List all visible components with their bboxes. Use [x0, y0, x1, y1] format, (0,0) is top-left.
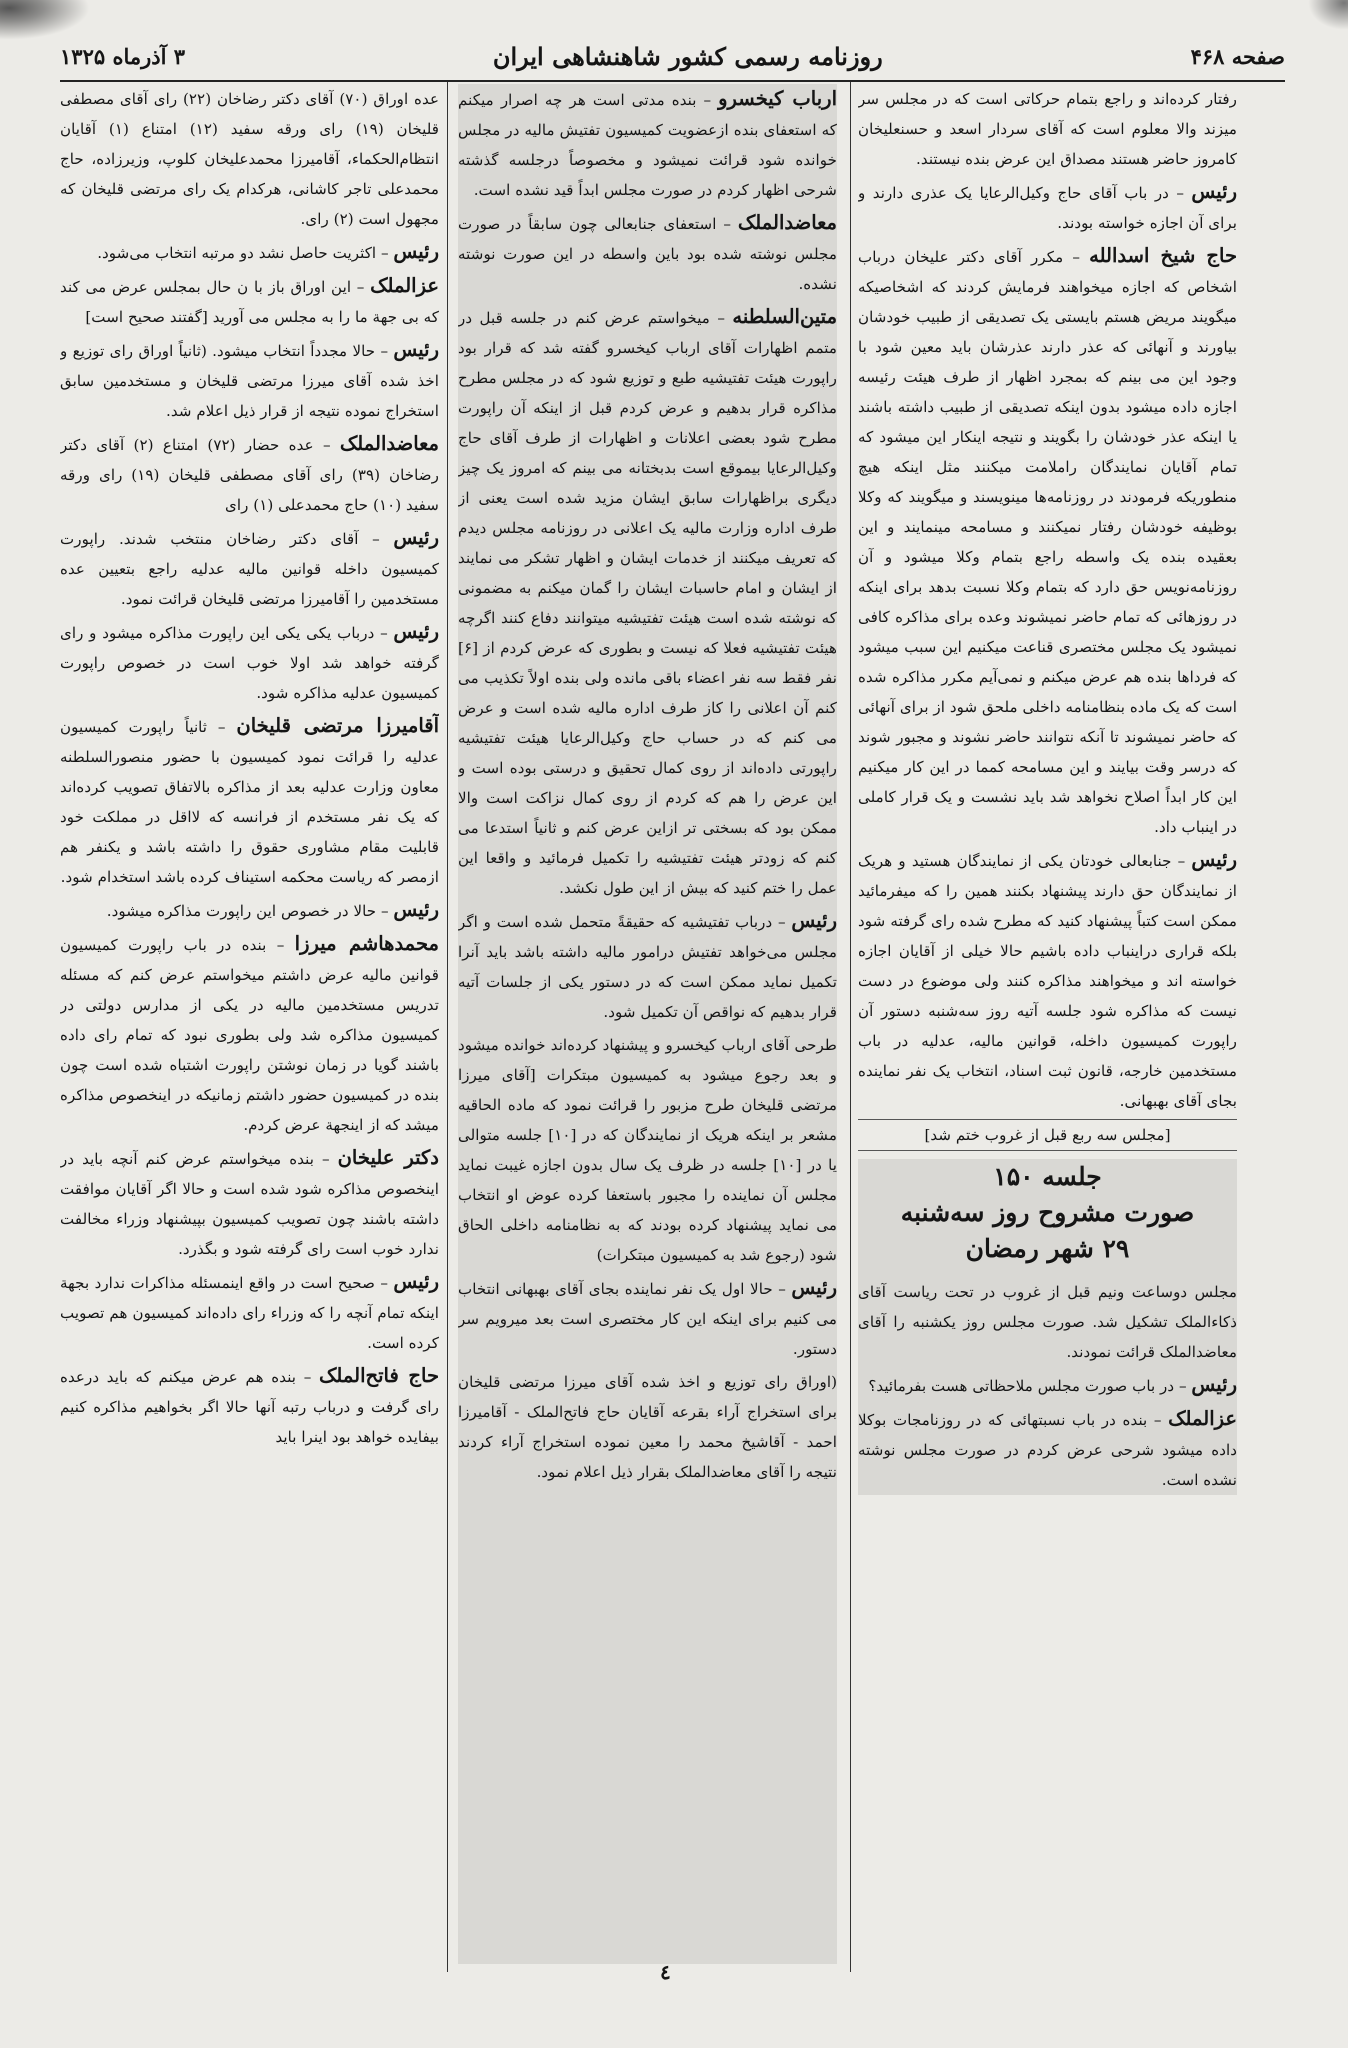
speaker-name: محمدهاشم میرزا	[294, 932, 439, 955]
speaker-dash: –	[1171, 852, 1192, 870]
paragraph-text: عده حضار (۷۲) امتناع (۲) آقای دکتر رضاخان (۳۹) رای آقای مصطفی قلیخان (۱۹) رای ورقه سفید (۱۰) حاج محمدعلی (۱) رای	[60, 436, 439, 514]
speaker-dash: –	[314, 1150, 338, 1168]
speaker-dash: –	[1063, 248, 1090, 266]
page-label: صفحه ۴۶۸	[1190, 43, 1285, 69]
paragraph-text: عده اوراق (۷۰) آقای دکتر رضاخان (۲۲) رای آقای مصطفی قلیخان (۱۹) رای ورقه سفید (۱۲) امتناع (۱) آقایان انتظام‌الحکماء، آقامیرزا محمدعلیخان کلوپ، وزیرزاده، حاج محمدعلی تاجر کاشانی، هرکدام یک رای مرتضی قلیخان که مجهول است (۲) رای.	[60, 90, 439, 228]
paragraph	[458, 906, 837, 1027]
speaker-dash: –	[772, 1280, 792, 1298]
paragraph	[60, 617, 439, 708]
paragraph	[858, 845, 1237, 1116]
speaker-name: حاج شیخ اسدالله	[1089, 244, 1237, 267]
column-middle	[458, 84, 837, 1964]
paragraph-text: بنده مدتی است هر چه اصرار میکنم که استعفای بنده ازعضویت کمیسیون تفتیش مالیه در مجلس خوانده شود قرائت نمیشود و مخصوصاً درجلسه گذشته شرحی اظهار کردم در صورت مجلس ابداً قید نشده است.	[458, 91, 837, 199]
scan-smudge	[1308, 0, 1348, 30]
speaker-dash: –	[376, 902, 394, 920]
paragraph-text: (اوراق رای توزیع و اخذ شده آقای میرزا مرتضی قلیخان برای استخراج آراء بقرعه آقایان حاج فاتح‌الملک - آقامیرزا احمد - آقاشیخ محمد را معین نموده استخراج آراء کردند نتیجه را آقای معاضدالملک بقرار ذیل اعلام نمود.	[458, 1373, 837, 1481]
paragraph	[60, 1143, 439, 1264]
speaker-name: رئیس	[1191, 1373, 1237, 1396]
paragraph	[858, 1370, 1237, 1401]
speaker-dash: –	[358, 530, 394, 548]
session-opening: مجلس دوساعت ونیم قبل از غروب در تحت ریاست آقای ذکاءالملک تشکیل شد. صورت مجلس روز یکشنبه را آقای معاضدالملک قرائت نمودند.	[858, 1283, 1237, 1361]
paragraph-text: در باب آقای حاج وکیل‌الرعایا یک عذری دارند و برای آن اجازه خواسته بودند.	[858, 184, 1237, 232]
speaker-name: رئیس	[1191, 848, 1237, 871]
paragraph	[458, 84, 837, 205]
paragraph	[458, 302, 837, 903]
paragraph	[858, 177, 1237, 238]
session-end-note: [مجلس سه ربع قبل از غروب ختم شد]	[858, 1119, 1237, 1151]
speaker-name: رئیس	[393, 1270, 439, 1293]
paragraph	[60, 1361, 439, 1452]
speaker-name: معاضدالملک	[737, 211, 837, 234]
column-right	[858, 84, 1237, 1964]
column-left	[60, 84, 439, 1964]
speaker-dash: –	[375, 342, 394, 360]
paragraph	[858, 1404, 1237, 1495]
speaker-name: معاضدالملک	[339, 432, 439, 455]
paragraph-text: استعفای جنابعالی چون سابقاً در صورت مجلس نوشته شده بود باین واسطه در این صورت نوشته نشده.	[458, 215, 837, 293]
speaker-dash: –	[696, 91, 719, 109]
column-divider	[447, 82, 448, 1972]
paragraph-text: بنده در باب راپورت کمیسیون قوانین مالیه عرض داشتم میخواستم عرض کنم که مسئله تدریس مستخدمین مالیه در یکی از مدارس دولتی در کمیسیون مذاکره شد ولی بطوری نبود که تمام رای داده باشند گویا در زمان نوشتن راپورت اشتباه شده است چون بنده در کمیسیون حضور داشتم زمانیکه در اینخصوص مذاکره میشد که از اینجهة عرض کردم.	[60, 936, 439, 1134]
speaker-dash: –	[1174, 1377, 1192, 1395]
session-entries	[858, 1370, 1237, 1495]
paragraph	[60, 271, 439, 332]
speaker-name: رئیس	[393, 526, 439, 549]
session-title: صورت مشروح روز سه‌شنبه	[900, 1198, 1195, 1227]
speaker-name: آقامیرزا مرتضی قلیخان	[236, 714, 439, 737]
newspaper-title: روزنامه رسمی کشور شاهنشاهی ایران	[492, 41, 883, 71]
column-middle-body	[458, 84, 837, 1487]
paragraph	[858, 241, 1237, 842]
paragraph	[458, 1273, 837, 1364]
speaker-name: رئیس	[393, 620, 439, 643]
issue-date: ۳ آذرماه ۱۳۲۵	[60, 43, 186, 69]
session-heading	[858, 1159, 1237, 1267]
speaker-name: عزالملک	[370, 274, 439, 297]
paragraph-text: صحیح است در واقع اینمسئله مذاکرات ندارد بجهة اینکه تمام آنچه را که وزراء رای داده‌اند کمیسیون هم تصویب کرده است.	[60, 1274, 439, 1352]
speaker-name: ارباب کیخسرو	[718, 87, 837, 110]
paragraph-text: رفتار کرده‌اند و راجع بتمام حرکاتی است که در مجلس سر میزند والا معلوم است که آقای سردار اسعد و حسنعلیخان کامروز حاضر هستند مصداق این عرض بنده نیستند.	[858, 90, 1237, 168]
paragraph-text: حالا مجدداً انتخاب میشود. (ثانیاً اوراق رای توزیع و اخذ شده آقای میرزا مرتضی قلیخان و مستخدمین سابق استخراج نموده نتیجه از قرار ذیل اعلام شد.	[60, 342, 439, 420]
paragraph-text: درباب تفتیشیه که حقیقةً متحمل شده است و اگر مجلس می‌خواهد تفتیش درامور مالیه داشته باشد باید آنرا تکمیل نماید ممکن است که در دستور یکی از جلسات آتیه قرار بدهیم که نواقص آن تکمیل شود.	[458, 913, 837, 1021]
column-divider	[850, 82, 851, 1972]
paragraph-text: آقای دکتر رضاخان منتخب شدند. راپورت کمیسیون داخله قوانین مالیه عدلیه راجع بتعیین عده مستخدمین را آقامیرزا مرتضی قلیخان قرائت نمود.	[60, 530, 439, 608]
paragraph-text: بنده در باب نسبتهائی که در روزنامجات بوکلا داده میشود شرحی عرض کردم در صورت مجلس نوشته نشده است.	[858, 1411, 1237, 1489]
page-number: ٤	[660, 1960, 671, 1984]
paragraph	[858, 84, 1237, 174]
speaker-name: متین‌السلطنه	[732, 305, 837, 328]
paragraph	[60, 237, 439, 268]
speaker-dash: –	[1168, 184, 1192, 202]
paragraph	[60, 84, 439, 234]
paragraph	[60, 1267, 439, 1358]
paragraph	[60, 895, 439, 926]
session-date: ۲۹ شهر رمضان	[965, 1234, 1130, 1263]
paragraph	[458, 1367, 837, 1487]
speaker-dash: –	[375, 1274, 394, 1292]
paragraph	[60, 429, 439, 520]
speaker-dash: –	[351, 278, 371, 296]
paragraph-text: این اوراق باز با ن حال بمجلس عرض می کند که بی جهة ما را به مجلس می آورید [گفتند صحیح است]	[60, 278, 439, 326]
speaker-dash: –	[207, 718, 237, 736]
speaker-name: رئیس	[791, 1276, 837, 1299]
paragraph-text: بنده هم عرض میکنم که باید درعده رای گرفت و درباب رتبه آنها حالا اگر بخواهیم مذاکره کنیم بیفایده خواهد بود اینرا باید	[60, 1368, 439, 1446]
paragraph-text: بنده میخواستم عرض کنم آنچه باید در اینخصوص مذاکره شود شده است و حالا اگر آقایان موافقت داشته باشند چون تصویب کمیسیون بپیشنهاد وزراء مخالفت ندارد خوب است رای گرفته شود و بگذرد.	[60, 1150, 439, 1258]
speaker-dash: –	[266, 936, 295, 954]
paragraph	[458, 208, 837, 299]
speaker-name: رئیس	[393, 338, 439, 361]
speaker-dash: –	[296, 1368, 319, 1386]
page-header	[60, 32, 1285, 80]
speaker-name: دکتر علیخان	[337, 1146, 439, 1169]
paragraph-text: در باب صورت مجلس ملاحظاتی هست بفرمائید؟	[868, 1377, 1175, 1395]
paragraph	[60, 523, 439, 614]
header-rule	[60, 80, 1285, 82]
session-number: جلسه ۱۵۰	[993, 1162, 1102, 1191]
speaker-name: رئیس	[393, 898, 439, 921]
speaker-dash: –	[1147, 1411, 1169, 1429]
speaker-dash: –	[313, 436, 340, 454]
paragraph	[60, 929, 439, 1140]
speaker-dash: –	[709, 309, 733, 327]
paragraph	[458, 1030, 837, 1270]
paragraph-text: ثانیاً راپورت کمیسیون عدلیه را قرائت نمود کمیسیون با حضور منصورالسلطنه معاون وزارت عدلیه بعد از مذاکره بالاتفاق تصویب کرده‌اند که یک نفر مستخدم از فرانسه که لااقل در مملکت خود قابلیت مقام مشاوری حقوق را داشته باشد و یکنفر هم ازمصر که ریاست محکمه استیناف کرده باشد استخدام شود.	[60, 718, 439, 886]
paragraph-text: حالا در خصوص این راپورت مذاکره میشود.	[106, 902, 377, 920]
column-left-body	[60, 84, 439, 1452]
speaker-name: رئیس	[1191, 180, 1237, 203]
speaker-name: رئیس	[791, 909, 837, 932]
speaker-dash: –	[772, 913, 792, 931]
speaker-name: رئیس	[393, 240, 439, 263]
paragraph-text: طرحی آقای ارباب کیخسرو و پیشنهاد کرده‌اند خوانده میشود و بعد رجوع میشود به کمیسیون مبتکرات [آقای میرزا مرتضی قلیخان طرح مزبور را قرائت نمود که ماده الحاقیه مشعر بر اینکه هریک از نمایندگان که در [۱۰] جلسه متوالی یا در [۱۰] جلسه در ظرف یک سال بدون اجازه غیبت نماید مجلس آن نماینده را مجبور باستعفا کرده عوض او انتخاب می نماید پیشنهاد کرده بودند که به نظامنامه داخلی الحاق شود (رجوع شد به کمیسیون مبتکرات)	[458, 1036, 837, 1264]
paragraph-text: اکثریت حاصل نشد دو مرتبه انتخاب می‌شود.	[97, 244, 377, 262]
paragraph	[60, 711, 439, 892]
speaker-name: حاج فاتح‌الملک	[318, 1364, 439, 1387]
paragraph-text: مکرر آقای دکتر علیخان درباب اشخاص که اجازه میخواهند فرمایش کردند که اشخاصیکه میگویند مریض هستم بایستی یک تصدیقی از طبیب خودشان بیاورند و آنهائی که عذر دارند عذرشان باید معین شود با وجود این می بینم که بمجرد اظهار از طرف هیئت رئیسه اجازه داده میشود بدون اینکه تصدیقی از طبیب داشته باشند یا اینکه عذر خودشان را بگویند و نتیجه اینکار این میشود که تمام آقایان نمایندگان راملامت میکنند مثل اینکه هیچ منطوریکه فرمودند در روزنامه‌ها مینویسند و میگویند که وکلا بوظیفه خودشان رفتار نمیکنند و مسامحه مینمایند و این بعقیده بنده یک واسطه راجع بتمام وکلا میشود و آن روزنامه‌نویس حق دارد که بتمام وکلا نسبت بدهد برای اینکه در روزهائی که تمام حاضر نمیشوند وعده برای مذاکره کافی نمیشود یک مجلس مختصری قناعت میکنیم این سبب میشود که فرداها بنده هم عرض میکنم و نمی‌آیم مکرر مذاکره شده است که یک ماده بنظامنامه داخلی ملحق شود از برای آنهائی که حاضر نمیشوند تا آنکه نتوانند حاضر نشوند و مجبور شوند که درسر وقت بیایند و این مسامحه کمما در این کار میکنیم این کار ابداً اصلاح نخواهد شد باید نشست و یک قرار کاملی در اینباب داد.	[858, 248, 1237, 836]
speaker-dash: –	[374, 624, 394, 642]
paragraph-text: درباب یکی یکی این راپورت مذاکره میشود و رای گرفته خواهد شد اولا خوب است در خصوص راپورت کمیسیون عدلیه مذاکره شود.	[60, 624, 439, 702]
speaker-name: عزالملک	[1168, 1407, 1237, 1430]
paragraph-text: جنابعالی خودتان یکی از نمایندگان هستید و هریک از نمایندگان حق دارند پیشنهاد بکنند همین را که میفرمائید ممکن است کتباً پیشنهاد کنید که مطرح شده رای گرفته شود بلکه قراری دراینباب داده باشیم حالا خیلی از آقایان اجازه خواسته اند و میخواهند مذاکره کنند ولی موضوع در دست نیست که مذاکره شود جلسه آتیه روز سه‌شنبه دستور آن راپورت کمیسیون داخله، قوانین مالیه، عدلیه در باب مستخدمین خارجه، قانون ثبت اسناد، انتخاب یک نفر نماینده بجای آقای بهبهانی.	[858, 852, 1237, 1110]
column-right-body	[858, 84, 1237, 1116]
paragraph-text: میخواستم عرض کنم در جلسه قبل در متمم اظهارات آقای ارباب کیخسرو گفته شد که قرار بود راپورت هیئت تفتیشیه طبع و توزیع شود که در مجلس مطرح مذاکره قرار بدهیم و عرض کردم قبل از اینکه آن راپورت مطرح شود بعضی اعلانات و اظهارات از طرف آقای حاج وکیل‌الرعایا بیموقع است بدبختانه می بینم که امروز یک چیز دیگری براظهارات سابق ایشان مزید شده است یعنی از طرف اداره وزارت مالیه یک اعلانی در روزنامه مجلس دیدم که تعریف میکنند از خدمات ایشان و اظهار تشکر می نمایند از ایشان و امام حاسبات ایشان را گمان میکنم به مضمونی که نوشته شده است هیئت تفتیشیه میتوانند دفاع کنند اگرچه هیئت تفتیشیه فعلا که نیست و بطوری که عرض کردم از [۶] نفر فقط سه نفر اعضاء باقی مانده ولی بنده اولاً تکذیب می کنم آن اعلانی را کاز طرف اداره مالیه شده است و عرض می کنم که در حساب حاج وکیل‌الرعایا هیئت تفتیشیه راپورتی داده‌اند از روی کمال تحقیق و درستی بوده است و این عرض را هم که کردم از روی کمال نزاکت است والا ممکن بود که بسختی تر ازاین عرض کنم و ثانیاً استدعا می کنم که زودتر هیئت تفتیشیه را تکمیل فرمائید و واقعا این عمل را ختم کنید که بیش از این طول نکشد.	[458, 309, 837, 897]
speaker-dash: –	[376, 244, 394, 262]
paragraph	[60, 335, 439, 426]
speaker-dash: –	[716, 215, 738, 233]
paragraph-text: حالا اول یک نفر نماینده بجای آقای بهبهانی انتخاب می کنیم برای اینکه این کار مختصری است بعد میرویم سر دستور.	[458, 1280, 837, 1358]
session-block	[858, 1159, 1237, 1495]
